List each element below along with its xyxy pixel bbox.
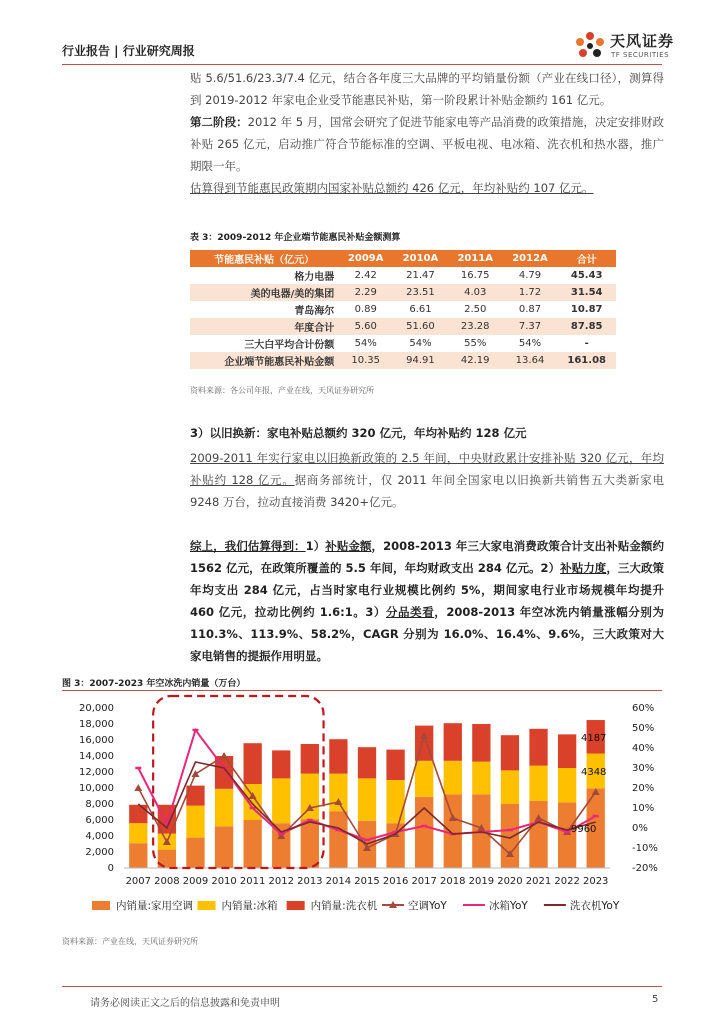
y-left-tick-label: 6,000 [85,815,114,826]
bar-segment [358,747,376,778]
logo-icon [570,30,610,62]
footer-divider [62,986,662,987]
table-header-cell: 合计 [557,250,616,267]
header-divider [62,64,662,65]
table-cell: 5.60 [338,318,393,335]
table-cell: 54% [518,338,542,349]
table-row [190,352,616,369]
legend-label: 内销量:洗衣机 [310,900,378,912]
table-header-cell: 2010A [393,250,448,267]
bar-segment [444,761,462,795]
legend-label: 洗衣机YoY [569,900,620,912]
table-cell: 55% [464,338,487,349]
table-cell: 10.35 [338,352,393,369]
x-tick-label: 2009 [182,876,209,887]
x-tick-label: 2022 [554,876,580,887]
table-cell: 161.08 [557,352,616,369]
data-label: 4348 [580,766,607,778]
y-right-tick-label: 50% [632,723,655,734]
table-cell: 54% [354,338,377,349]
table-cell: 三大白平均合计份额 [244,340,335,351]
y-left-tick-label: 18,000 [79,719,114,730]
y-left-tick-label: 12,000 [79,767,114,778]
bar-segment [301,819,319,868]
table-cell: 青岛海尔 [294,306,335,317]
bar-segment [301,774,319,820]
summary-keyword: 补贴力度 [560,561,607,575]
bar-segment [529,766,547,801]
y-right-tick-label: -10% [632,843,658,854]
yoy-marker [134,784,142,791]
table-header-cell: 2012A [503,250,558,267]
x-tick-label: 2015 [354,876,380,887]
bar-segment [386,780,404,823]
x-tick-label: 2023 [582,876,609,887]
x-tick-label: 2010 [211,876,237,887]
logo-text: 天风证券 [610,32,675,50]
table-cell: 1.72 [503,284,558,301]
bar-segment [243,743,261,784]
figure-source: 资料来源：产业在线，天风证券研究所 [62,937,198,946]
bar-segment [129,805,147,823]
bar-segment [215,826,233,868]
figure-divider [62,690,662,691]
bar-segment [472,724,490,762]
table-cell: 94.91 [393,352,448,369]
summary-text: 1） [305,539,326,553]
bar-segment [529,729,547,766]
x-tick-label: 2021 [525,876,552,887]
y-right-tick-label: 10% [632,803,655,814]
table-cell: 2.29 [338,284,393,301]
summary-text: ，三大政策年均支出 284 亿元，占当时家电行业规模比例约 5%，期间家电行业市场规模年均提升 460 亿元，拉动比例约 1.6:1。3） [190,561,665,619]
summary-paragraph [190,535,664,667]
table-row [190,301,616,318]
legend-label: 内销量:家用空调 [116,900,194,912]
x-tick-label: 2007 [125,876,152,887]
table-header-cell: 2011A [448,250,503,267]
bar-segment [444,723,462,761]
legend-swatch [198,901,216,910]
table-cell: 13.64 [503,352,558,369]
y-left-tick-label: 4,000 [85,831,114,842]
legend-label: 内销量:冰箱 [221,900,278,912]
y-right-tick-label: -20% [632,863,658,874]
bar-segment [129,823,147,843]
table-cell: 美的电器/美的集团 [190,284,338,301]
y-right-tick-label: 60% [632,703,655,714]
summary-keyword: 补贴金额 [325,539,372,553]
table-cell: 2.42 [354,270,377,281]
paragraph-2-text: 2012 年 5 月，国常会研究了促进节能家电等产品消费的政策措施，决定安排财政补贴 265 亿元，启动推广符合节能标准的空调、平板电视、电冰箱、洗衣机和热水器，推广期限一年。 [190,115,665,173]
table-row [190,284,616,301]
bar-segment [272,778,290,823]
bar-segment [186,838,204,868]
x-tick-label: 2014 [325,876,352,887]
x-tick-label: 2012 [268,876,294,887]
x-tick-label: 2020 [497,876,523,887]
data-label: 4187 [580,732,607,744]
table-cell: 4.79 [518,270,542,281]
table-cell: 23.28 [448,318,503,335]
y-right-tick-label: 40% [632,743,655,754]
table-cell: 2.50 [464,304,487,315]
table-header-cell: 节能惠民补贴（亿元） [190,250,338,267]
y-right-tick-label: 30% [632,763,655,774]
bar-segment [358,778,376,820]
sales-chart [62,694,662,924]
bar-segment [272,750,290,778]
table-cell: 0.89 [354,304,377,315]
paragraph-4-text: 据商务部统计，仅 2011 年间全国家电以旧换新共销售五大类新家电 9248 万台，拉动直接消费 3420+亿元。 [190,473,665,509]
summary-text: ，2008-2013 年三大家电消费政策合计支出补贴金额约 1562 亿元，在政策所覆盖的 5.5 年间，年均财政支出 284 亿元。2） [190,539,664,575]
yoy-marker [191,770,199,777]
page-number: 5 [652,994,659,1005]
bar-segment [558,734,576,768]
table-caption: 表 3：2009-2012 年企业端节能惠民补贴金额测算 [190,233,401,243]
paragraph-1: 贴 5.6/51.6/23.3/7.4 亿元，结合各年度三大品牌的平均销量份额（产业在线口径），测算得到 2019-2012 年家电企业受节能惠民补贴，第一阶段累计补贴金额约 161 亿元。 [190,71,664,107]
legend-label: 空调YoY [407,900,447,912]
bar-segment [558,802,576,868]
summary-lead: 综上，我们估算得到： [190,539,306,553]
figure-caption: 图 3：2007-2023 年空冰洗内销量（万台） [62,679,246,689]
table-cell: 31.54 [557,284,616,301]
table-row [190,318,616,335]
table-cell: 16.75 [460,270,490,281]
y-left-tick-label: 2,000 [85,847,114,858]
bar-segment [558,768,576,802]
bar-segment [329,774,347,812]
bar-segment [329,811,347,868]
summary-text: ，2008-2013 年空冰洗内销量涨幅分别为 110.3%、113.9%、58.2%，CAGR 分别为 16.0%、16.4%、9.6%，三大政策对大家电销售的提振作用明显。 [190,605,664,663]
x-tick-label: 2008 [154,876,180,887]
summary-keyword: 分品类看 [385,605,435,619]
table-cell: 6.61 [409,304,432,315]
y-left-tick-label: 14,000 [79,751,114,762]
footer-disclaimer: 请务必阅读正文之后的信息披露和免责申明 [90,998,280,1009]
table-row [190,267,616,284]
bar-segment [529,801,547,868]
table-cell: 87.85 [557,318,616,335]
table-cell: 45.43 [570,270,603,281]
data-label: 9960 [570,824,597,836]
y-right-tick-label: 0% [632,823,648,834]
section-heading: 3）以旧换新：家电补贴总额约 320 亿元，年均补贴约 128 亿元 [190,426,527,440]
y-left-tick-label: 0 [107,863,114,874]
x-tick-label: 2011 [239,876,266,887]
x-tick-label: 2016 [382,876,409,887]
paragraph-2-lead: 第二阶段： [190,115,248,129]
y-left-tick-label: 16,000 [79,735,114,746]
bar-segment [386,750,404,780]
bar-segment [243,820,261,868]
table-header-row [190,250,616,267]
bar-segment [472,762,490,795]
table-cell: 54% [409,338,432,349]
table-cell: 42.19 [448,352,503,369]
table-cell: 格力电器 [294,272,335,283]
y-left-tick-label: 10,000 [79,783,114,794]
paragraph-4-underlined: 2009-2011 年实行家电以旧换新政策的 2.5 年间，中央财政累计安排补贴 320 亿元，年均补贴约 128 亿元。 [190,451,664,487]
y-left-tick-label: 20,000 [79,703,114,714]
table-cell: 23.51 [393,284,448,301]
yoy-marker [220,752,228,759]
bar-segment [186,806,204,838]
bar-segment [129,843,147,868]
bar-segment [415,761,433,797]
legend-swatch [92,901,110,910]
paragraph-4 [190,447,664,513]
bar-segment [501,735,519,770]
table-cell: 51.60 [393,318,448,335]
paragraph-3: 估算得到节能惠民政策期内国家补贴总额约 426 亿元，年均补贴约 107 亿元。 [190,181,594,195]
x-tick-label: 2019 [468,876,495,887]
y-left-tick-label: 8,000 [85,799,114,810]
table-cell: 10.87 [570,304,603,315]
table-cell: 7.37 [503,318,558,335]
table-cell: 0.87 [518,304,542,315]
x-tick-label: 2017 [411,876,437,887]
bar-segment [501,770,519,804]
bar-segment [301,744,319,774]
y-right-tick-label: 20% [632,783,655,794]
report-header: 行业报告 | 行业研究周报 [62,44,195,58]
bar-segment [215,789,233,827]
table-source: 资料来源：各公司年报，产业在线，天风证券研究所 [190,386,374,395]
x-tick-label: 2018 [440,876,466,887]
legend-label: 冰箱YoY [488,900,528,912]
table-cell: 年度合计 [190,318,338,335]
table-cell: - [584,338,589,349]
table-cell: 企业端节能惠民补贴金额 [190,352,338,369]
bar-segment [329,739,347,773]
legend-swatch [287,901,305,910]
logo-subtext: TF SECURITIES [611,51,670,59]
table-row [190,335,616,352]
table-cell: 4.03 [448,284,503,301]
table-header-cell: 2009A [338,250,393,267]
subsidy-table [190,250,616,369]
paragraph-2 [190,111,664,177]
table-cell: 21.47 [406,270,435,281]
x-tick-label: 2013 [297,876,323,887]
